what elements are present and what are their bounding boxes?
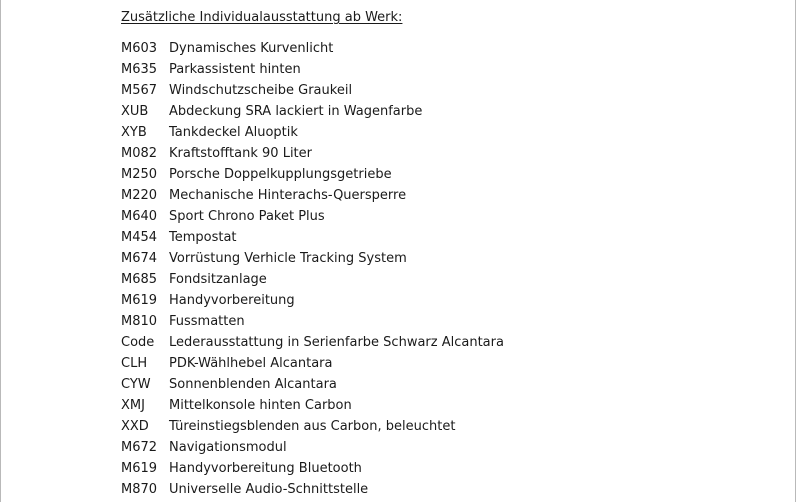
list-item: [121, 227, 504, 248]
list-item: [121, 269, 504, 290]
option-description: Tankdeckel Aluoptik: [169, 125, 298, 140]
option-description: Mittelkonsole hinten Carbon: [169, 398, 352, 413]
list-item: [121, 248, 504, 269]
list-item: [121, 416, 504, 437]
option-description: Handyvorbereitung: [169, 293, 295, 308]
option-code: M672: [121, 440, 158, 455]
option-code: M635: [121, 62, 158, 77]
list-item: [121, 185, 504, 206]
list-item: [121, 80, 504, 101]
option-description: Porsche Doppelkupplungsgetriebe: [169, 167, 392, 182]
option-description: Universelle Audio-Schnittstelle: [169, 482, 369, 497]
option-code: CYW: [121, 377, 151, 392]
list-item: [121, 38, 504, 59]
option-code: M454: [121, 230, 158, 245]
option-code: M685: [121, 272, 158, 287]
list-item: [121, 353, 504, 374]
list-item: [121, 206, 504, 227]
list-item: [121, 332, 504, 353]
option-code: M250: [121, 167, 158, 182]
option-code: M220: [121, 188, 158, 203]
option-code: M870: [121, 482, 158, 497]
list-item: [121, 458, 504, 479]
option-code: XYB: [121, 125, 147, 140]
list-item: [121, 437, 504, 458]
option-code: XXD: [121, 419, 149, 434]
list-item: [121, 374, 504, 395]
list-item: [121, 311, 504, 332]
option-code: M603: [121, 41, 158, 56]
option-description: Abdeckung SRA lackiert in Wagenfarbe: [169, 104, 423, 119]
list-item: [121, 395, 504, 416]
option-code: M567: [121, 83, 158, 98]
option-description: Mechanische Hinterachs-Quersperre: [169, 188, 407, 203]
option-code: M640: [121, 209, 158, 224]
option-description: Sonnenblenden Alcantara: [169, 377, 337, 392]
section-heading: Zusätzliche Individualausstattung ab Werk:: [121, 10, 403, 25]
list-item: [121, 164, 504, 185]
option-description: Kraftstofftank 90 Liter: [169, 146, 312, 161]
list-item: [121, 479, 504, 500]
option-description: Fondsitzanlage: [169, 272, 267, 287]
option-description: Handyvorbereitung Bluetooth: [169, 461, 362, 476]
option-code: M082: [121, 146, 158, 161]
option-code: XMJ: [121, 398, 145, 413]
option-description: Windschutzscheibe Graukeil: [169, 83, 353, 98]
list-item: [121, 59, 504, 80]
equipment-list: [121, 38, 504, 500]
option-description: Vorrüstung Verhicle Tracking System: [169, 251, 407, 266]
option-code: M674: [121, 251, 158, 266]
option-description: PDK-Wählhebel Alcantara: [169, 356, 333, 371]
option-description: Lederausstattung in Serienfarbe Schwarz Alcantara: [169, 335, 504, 350]
option-code: CLH: [121, 356, 148, 371]
option-code: Code: [121, 335, 155, 350]
option-description: Tempostat: [169, 230, 237, 245]
option-description: Fussmatten: [169, 314, 245, 329]
list-item: [121, 290, 504, 311]
option-description: Navigationsmodul: [169, 440, 287, 455]
option-description: Sport Chrono Paket Plus: [169, 209, 325, 224]
list-item: [121, 101, 504, 122]
list-item: [121, 143, 504, 164]
option-code: XUB: [121, 104, 149, 119]
option-description: Parkassistent hinten: [169, 62, 301, 77]
option-description: Türeinstiegsblenden aus Carbon, beleuchtet: [169, 419, 456, 434]
option-code: M619: [121, 461, 158, 476]
option-description: Dynamisches Kurvenlicht: [169, 41, 334, 56]
list-item: [121, 122, 504, 143]
option-code: M810: [121, 314, 158, 329]
option-code: M619: [121, 293, 158, 308]
